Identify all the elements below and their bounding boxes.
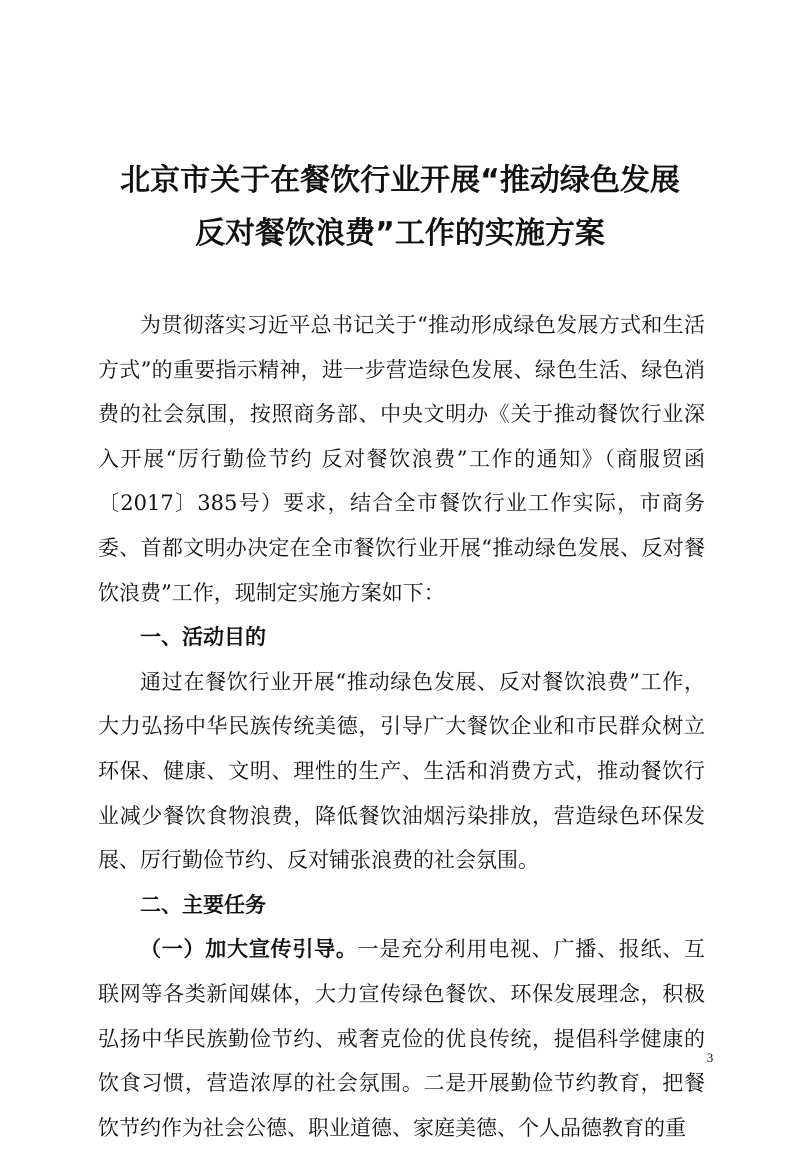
title-line-1: 北京市关于在餐饮行业开展“推动绿色发展 (120, 163, 680, 198)
subsection-1-lead: （一）加大宣传引导。 (140, 936, 358, 962)
document-title (0, 154, 800, 260)
title-line-2: 反对餐饮浪费”工作的实施方案 (195, 216, 605, 251)
section-1-heading: 一、活动目的 (140, 625, 266, 650)
subsection-1-text: 一是充分利用电视、广播、报纸、互联网等各类新闻媒体，大力宣传绿色餐饮、环保发展理念，积极弘扬中华民族勤俭节约、戒奢克俭的优良传统，提倡科学健康的饮食习惯，营造浓厚的社会氛围。二是开展勤俭节约教育，把餐饮节约作为社会公德、职业道德、家庭美德、个人品德教育的重 (98, 937, 706, 1140)
page-number: 3 (706, 1050, 714, 1065)
subsection-1-paragraph (98, 927, 705, 1150)
intro-paragraph: 为贯彻落实习近平总书记关于“推动形成绿色发展方式和生活方式”的重要指示精神，进一步营造绿色发展、绿色生活、绿色消费的社会氛围，按照商务部、中央文明办《关于推动餐饮行业深入开展“厉行勤俭节约 反对餐饮浪费”工作的通知》（商服贸函〔2017〕385号）要求，结合全市餐饮行业工作实际，市商务委、首都文明办决定在全市餐饮行业开展“推动绿色发展、反对餐饮浪费”工作，现制定实施方案如下： (98, 313, 705, 605)
section-1-paragraph: 通过在餐饮行业开展“推动绿色发展、反对餐饮浪费”工作，大力弘扬中华民族传统美德，引导广大餐饮企业和市民群众树立环保、健康、文明、理性的生产、生活和消费方式，推动餐饮行业减少餐饮食物浪费，降低餐饮油烟污染排放，营造绿色环保发展、厉行勤俭节约、反对铺张浪费的社会氛围。 (98, 669, 705, 873)
section-2-heading: 二、主要任务 (140, 892, 266, 917)
document-body (98, 303, 705, 1150)
